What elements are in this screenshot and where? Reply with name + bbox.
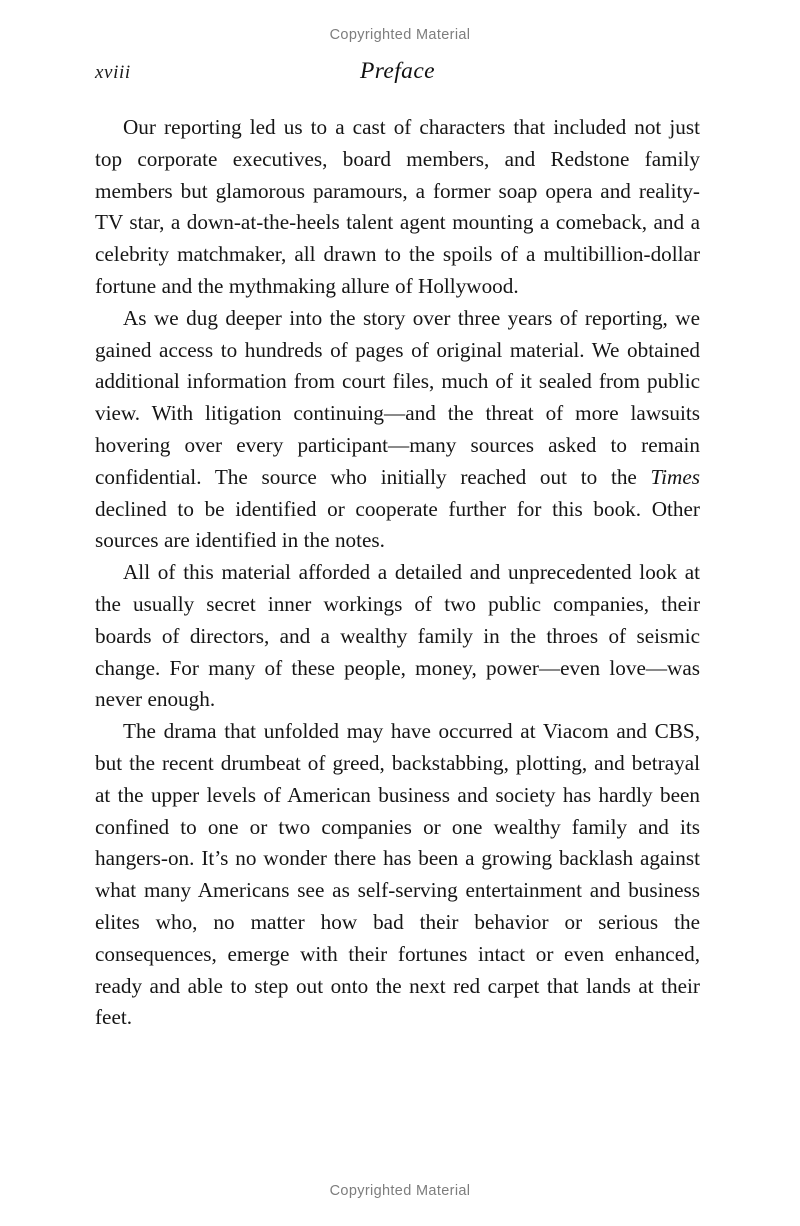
paragraph-4: The drama that unfolded may have occurred at Viacom and CBS, but the recent drumbeat of greed, backstabbing, plotting, and betrayal at the upper levels of American business and society has hardly been confined to one or two companies or one wealthy family and its hangers-on. It’s no wonder there has been a growing backlash against what many Americans see as self-serving entertainment and business elites who, no matter how bad their behavior or serious the consequences, emerge with their fortunes intact or even enhanced, ready and able to step out onto the next red carpet that lands at their feet. xyxy=(95,719,700,1030)
copyright-watermark-top: Copyrighted Material xyxy=(329,27,471,43)
running-head xyxy=(95,58,700,88)
body-text-column xyxy=(95,112,700,1034)
paragraph-2 xyxy=(95,303,700,557)
paragraph-2-text-before-italic: As we dug deeper into the story over three years of reporting, we gained access to hundreds of pages of original material. We obtained additional information from court files, much of it sealed from public view. With litigation continuing—and the threat of more lawsuits hovering over every participant—many sources asked to remain confidential. The source who initially reached out to the xyxy=(95,305,700,489)
running-head-title: Preface xyxy=(360,58,435,84)
paragraph-2-text-after-italic: declined to be identified or cooperate further for this book. Other sources are identified in the notes. xyxy=(95,496,700,553)
paragraph-1: Our reporting led us to a cast of characters that included not just top corporate executives, board members, and Redstone family members but glamorous paramours, a former soap opera and reality-TV star, a down-at-the-heels talent agent mounting a comeback, and a celebrity matchmaker, all drawn to the spoils of a multibillion-dollar fortune and the mythmaking allure of Hollywood. xyxy=(95,115,700,298)
italic-term-times: Times xyxy=(650,464,700,489)
page-number: xviii xyxy=(95,62,131,83)
paragraph-3: All of this material afforded a detailed and unprecedented look at the usually secret inner workings of two public companies, their boards of directors, and a wealthy family in the throes of seismic change. For many of these people, money, power—even love—was never enough. xyxy=(95,560,700,712)
copyright-watermark-bottom: Copyrighted Material xyxy=(329,1183,471,1199)
